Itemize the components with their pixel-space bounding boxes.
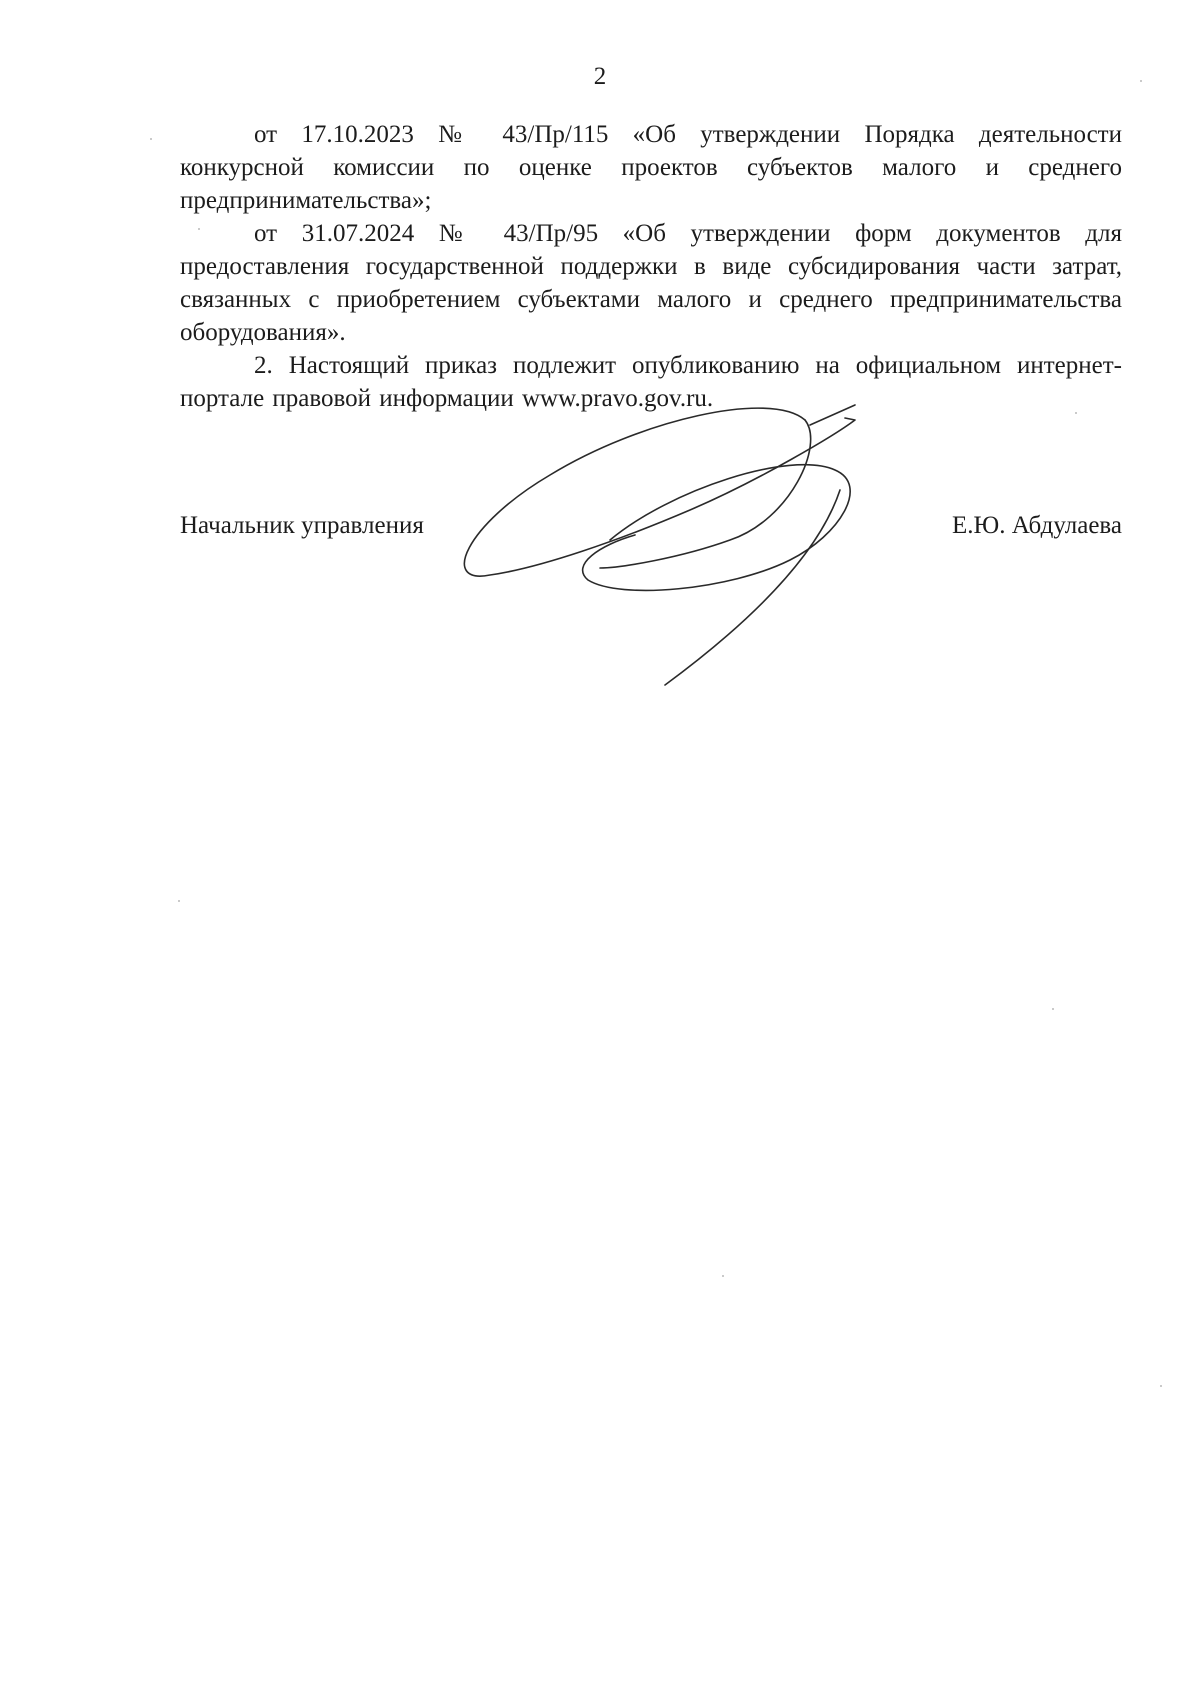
paragraph-publication: 2. Настоящий приказ подлежит опубликованию на официальном интернет-портале правовой информации www.pravo.gov.ru. <box>180 352 1122 412</box>
scan-speck <box>1160 1385 1162 1387</box>
scan-speck <box>178 900 180 902</box>
signature-block <box>180 508 1122 544</box>
page-number: 2 <box>593 63 607 90</box>
signer-position: Начальник управления <box>180 512 424 539</box>
signer-name: Е.Ю. Абдулаева <box>952 512 1122 539</box>
scan-speck <box>1140 80 1142 82</box>
scan-speck <box>1052 1008 1054 1010</box>
scan-speck <box>722 1275 724 1277</box>
scan-speck <box>1075 412 1077 414</box>
paragraph-order-2024: от 31.07.2024 № 43/Пр/95 «Об утверждении форм документов для предоставления государственной поддержки в виде субсидирования части затрат, связанных с приобретением субъектами малого и среднего предпринимательства оборудования». <box>180 220 1122 346</box>
handwritten-signature <box>460 400 940 750</box>
signature-loop-return <box>600 420 811 568</box>
document-body <box>180 118 1122 415</box>
scan-speck <box>198 228 200 230</box>
scan-speck <box>150 138 152 140</box>
signature-tick <box>810 405 855 425</box>
signature-loop-large <box>464 408 855 576</box>
paragraph-order-2023: от 17.10.2023 № 43/Пр/115 «Об утверждении Порядка деятельности конкурсной комиссии по оценке проектов субъектов малого и среднего предпринимательства»; <box>180 121 1122 214</box>
